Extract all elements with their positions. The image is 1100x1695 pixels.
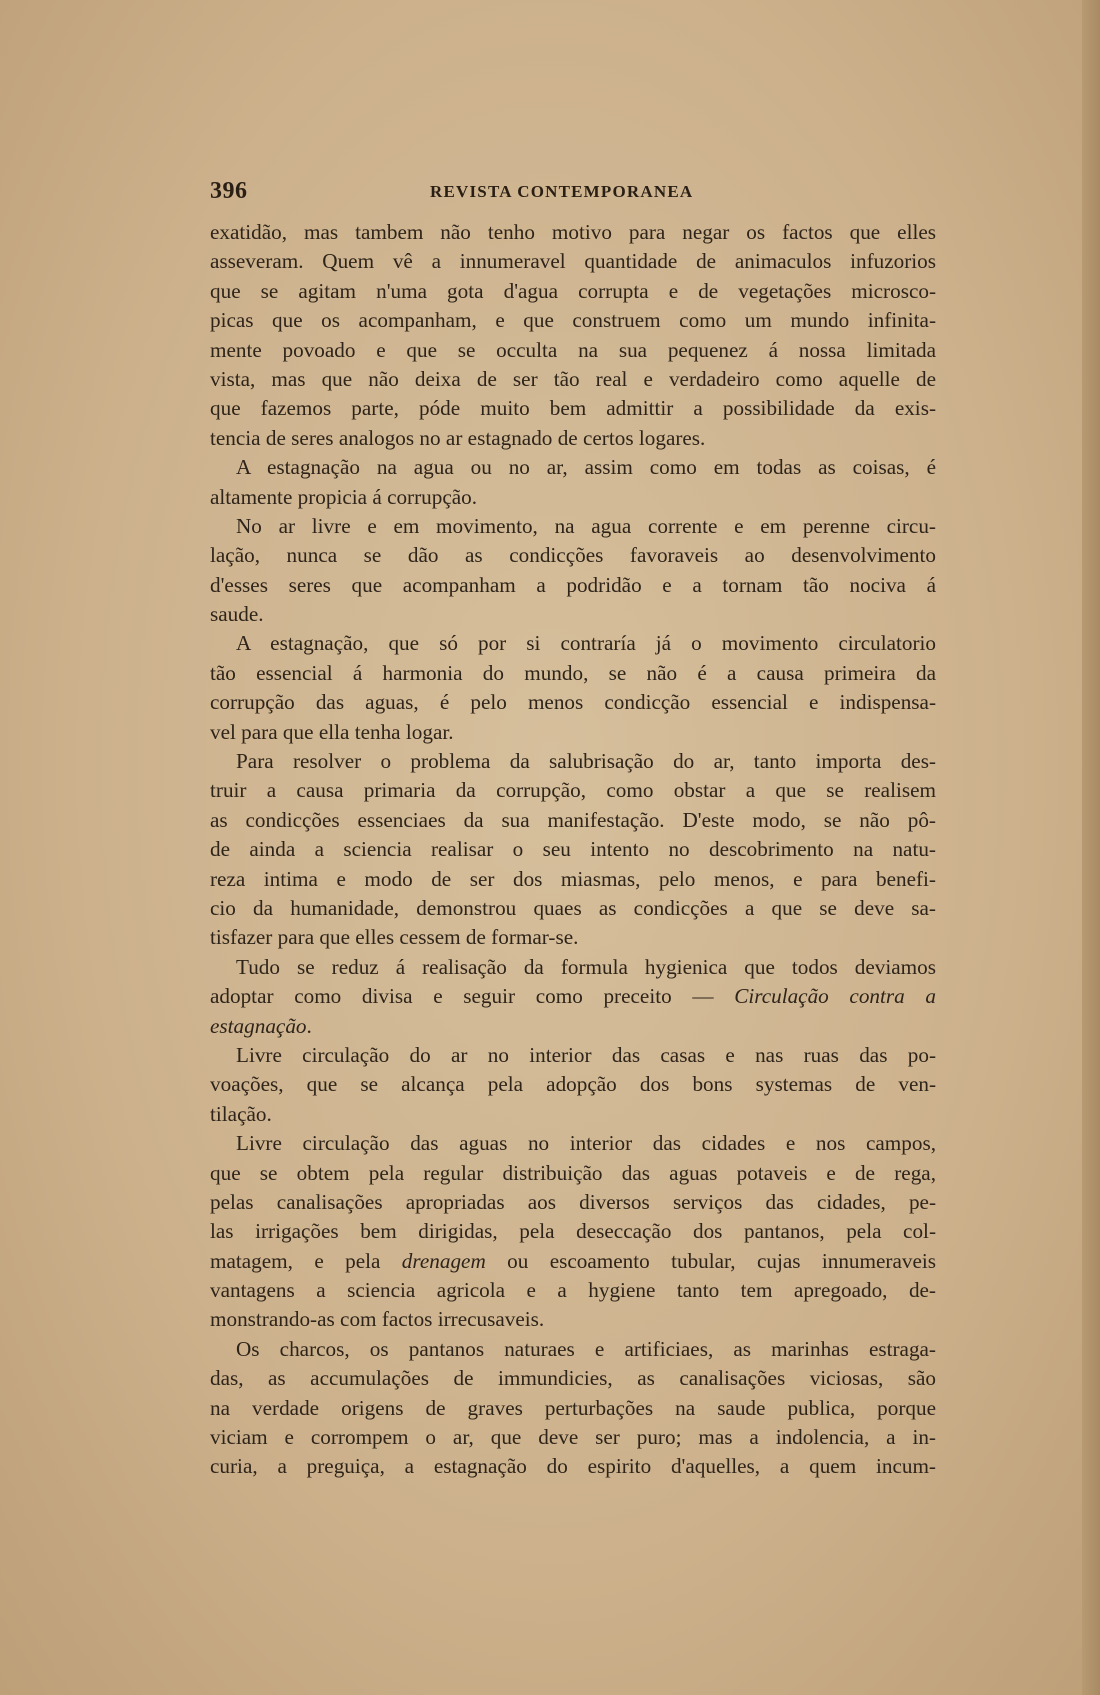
text-line: que se agitam n'uma gota d'agua corrupta e de vegetações microsco- <box>210 278 936 303</box>
text-line: vista, mas que não deixa de ser tão real e verdadeiro como aquelle de <box>210 366 936 391</box>
text-line: adoptar como divisa e seguir como preceito — Circulação contra a <box>210 984 937 1009</box>
text-line: monstrando-as com factos irrecusaveis. <box>210 1307 545 1332</box>
italic-phrase: estagnação <box>210 1013 307 1038</box>
text-line: picas que os acompanham, e que construem como um mundo infinita- <box>210 308 936 333</box>
text-line: vel para que ella tenha logar. <box>210 719 454 744</box>
text-line: voações, que se alcança pela adopção dos bons systemas de ven- <box>210 1072 936 1097</box>
text-line: d'esses seres que acompanham a podridão e a tornam tão nociva á <box>210 572 936 597</box>
text-line: exatidão, mas tambem não tenho motivo para negar os factos que elles <box>210 220 936 244</box>
text-line: que fazemos parte, póde muito bem admittir a possibilidade da exis- <box>210 396 936 421</box>
text-line: lação, nunca se dão as condicções favoraveis ao desenvolvimento <box>210 543 936 568</box>
text-line: Tudo se reduz á realisação da formula hygienica que todos deviamos <box>236 954 936 979</box>
text-line: viciam e corrompem o ar, que deve ser puro; mas a indolencia, a in- <box>210 1425 936 1450</box>
text-line: Para resolver o problema da salubrisação do ar, tanto importa des- <box>236 749 936 774</box>
text-line: Livre circulação das aguas no interior das cidades e nos campos, <box>236 1131 936 1156</box>
text-line: na verdade origens de graves perturbações na saude publica, porque <box>210 1395 936 1420</box>
text-line: las irrigações bem dirigidas, pela deseccação dos pantanos, pela col- <box>210 1219 936 1244</box>
italic-phrase: Circulação contra a <box>734 984 937 1009</box>
text-line: A estagnação na agua ou no ar, assim como em todas as coisas, é <box>236 455 936 480</box>
text-line: asseveram. Quem vê a innumeravel quantidade de animaculos infuzorios <box>210 249 936 274</box>
text-line: mente povoado e que se occulta na sua pequenez á nossa limitada <box>210 337 936 362</box>
italic-phrase: drenagem <box>401 1248 486 1273</box>
text-line: tisfazer para que elles cessem de formar-se. <box>210 925 579 950</box>
text-line: estagnação. <box>210 1013 312 1038</box>
text-line: saude. <box>210 602 264 627</box>
text-line: que se obtem pela regular distribuição das aguas potaveis e de rega, <box>210 1160 936 1185</box>
text-line: pelas canalisações apropriadas aos diversos serviços das cidades, pe- <box>210 1189 936 1214</box>
text-line: cio da humanidade, demonstrou quaes as condicções a que se deve sa- <box>210 895 936 920</box>
page-edge <box>1082 0 1100 1695</box>
text-line: truir a causa primaria da corrupção, como obstar a que se realisem <box>210 778 936 803</box>
text-line: curia, a preguiça, a estagnação do espirito d'aquelles, a quem incum- <box>210 1454 936 1479</box>
text-line: Livre circulação do ar no interior das casas e nas ruas das po- <box>236 1042 936 1067</box>
text-line: vantagens a sciencia agricola e a hygiene tanto tem apregoado, de- <box>210 1278 936 1303</box>
body-text <box>210 218 936 1482</box>
text-line: das, as accumulações de immundicies, as canalisações viciosas, são <box>210 1366 936 1391</box>
text-line: No ar livre e em movimento, na agua corrente e em perenne circu- <box>236 513 936 538</box>
text-line: Os charcos, os pantanos naturaes e artificiaes, as marinhas estraga- <box>236 1336 936 1361</box>
text-line: tão essencial á harmonia do mundo, se não é a causa primeira da <box>210 660 936 685</box>
text-line: altamente propicia á corrupção. <box>210 484 478 509</box>
text-line: A estagnação, que só por si contraría já o movimento circulatorio <box>236 631 936 656</box>
text-line: as condicções essenciaes da sua manifestação. D'este modo, se não pô- <box>210 807 936 832</box>
running-head: REVISTA CONTEMPORANEA <box>430 182 694 201</box>
text-line: corrupção das aguas, é pelo menos condicção essencial e indispensa- <box>210 690 936 715</box>
page-header <box>210 178 936 204</box>
text-line: tilação. <box>210 1101 272 1126</box>
text-line: de ainda a sciencia realisar o seu intento no descobrimento na natu- <box>210 837 936 862</box>
text-line: tencia de seres analogos no ar estagnado de certos logares. <box>210 425 706 450</box>
page-number: 396 <box>210 178 248 204</box>
text-line: reza intima e modo de ser dos miasmas, pelo menos, e para benefi- <box>210 866 936 891</box>
text-line: matagem, e pela drenagem ou escoamento tubular, cujas innumeraveis <box>210 1248 936 1273</box>
